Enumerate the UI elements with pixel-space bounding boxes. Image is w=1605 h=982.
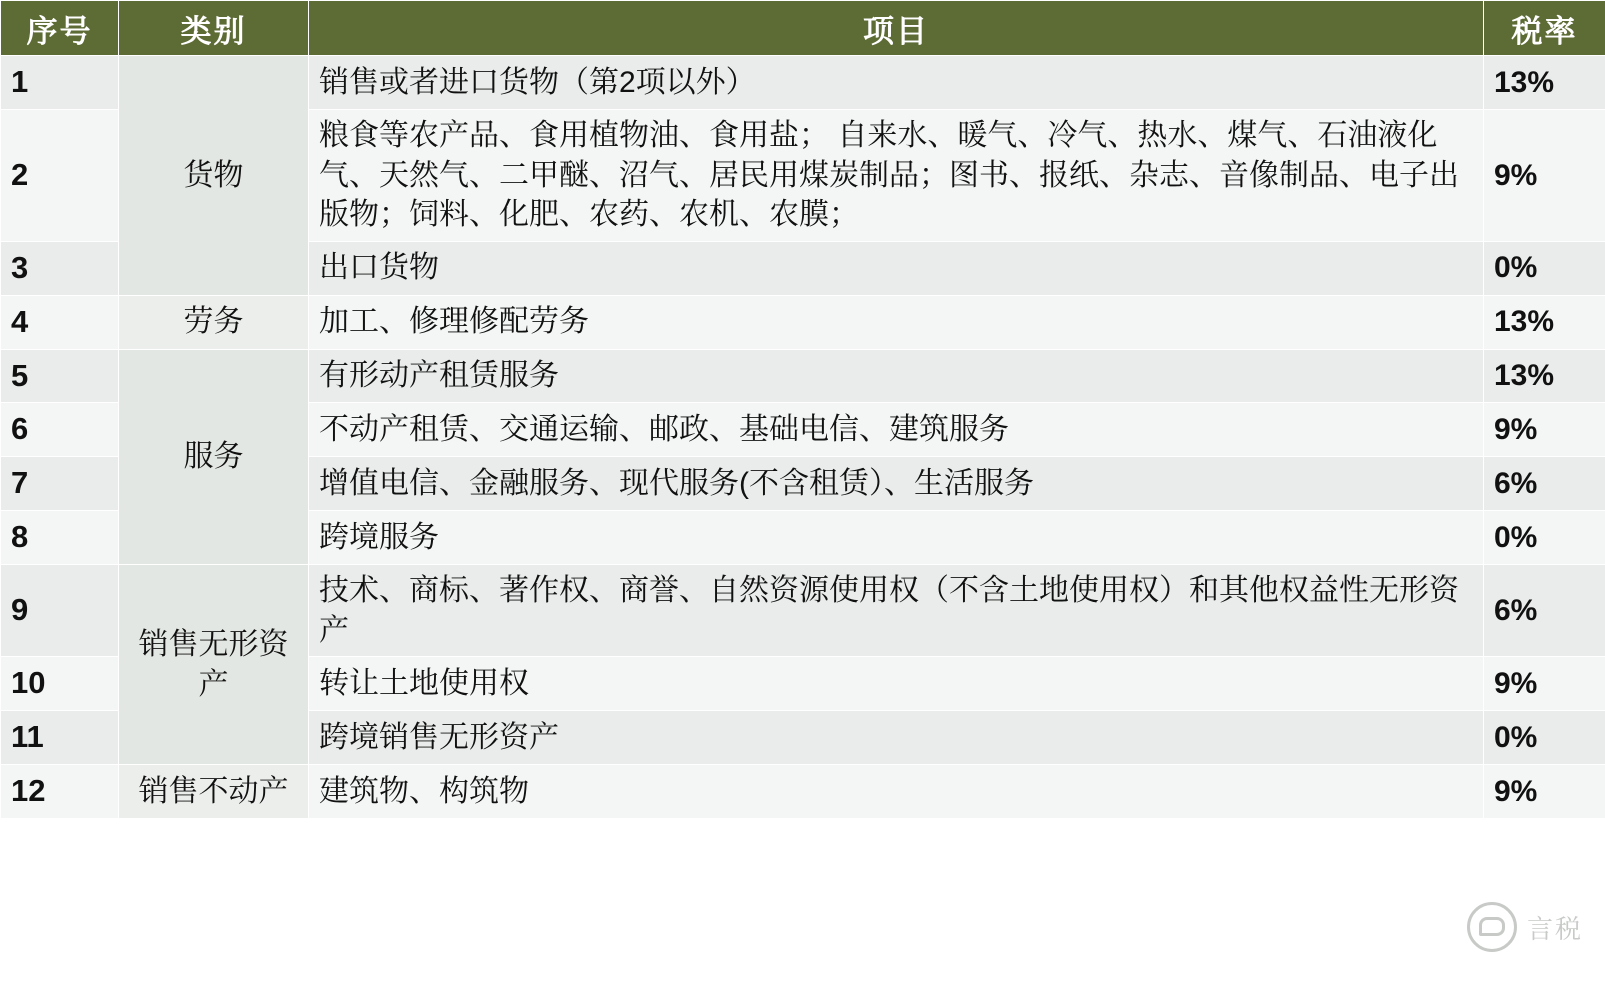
- table-row: [1, 349, 1605, 403]
- cell-item: 转让土地使用权: [309, 657, 1484, 711]
- table-row: [1, 295, 1605, 349]
- watermark-label: 言税: [1526, 913, 1583, 944]
- cell-seq: 6: [1, 403, 119, 457]
- header-row: [1, 1, 1605, 56]
- cell-seq: 8: [1, 511, 119, 565]
- cell-item: 加工、修理修配劳务: [309, 295, 1484, 349]
- header-cell-rate: 税率: [1484, 1, 1605, 56]
- table-body: [1, 56, 1605, 819]
- cell-category: 服务: [119, 349, 309, 565]
- header-cell-item: 项目: [309, 1, 1484, 56]
- cell-rate: 6%: [1484, 457, 1605, 511]
- cell-rate: 9%: [1484, 403, 1605, 457]
- cell-item: 有形动产租赁服务: [309, 349, 1484, 403]
- cell-rate: 0%: [1484, 511, 1605, 565]
- cell-category: 货物: [119, 56, 309, 296]
- header-cell-category: 类别: [119, 1, 309, 56]
- cell-item: 技术、商标、著作权、商誉、自然资源使用权（不含土地使用权）和其他权益性无形资产: [309, 565, 1484, 657]
- cell-rate: 0%: [1484, 711, 1605, 765]
- cell-category: 劳务: [119, 295, 309, 349]
- cell-category: 销售不动产: [119, 765, 309, 819]
- cell-item: 跨境销售无形资产: [309, 711, 1484, 765]
- cell-rate: 13%: [1484, 349, 1605, 403]
- cell-rate: 9%: [1484, 765, 1605, 819]
- cell-seq: 10: [1, 657, 119, 711]
- header-cell-seq: 序号: [1, 1, 119, 56]
- cell-seq: 5: [1, 349, 119, 403]
- table-row: [1, 765, 1605, 819]
- table-row: [1, 56, 1605, 110]
- table-row: [1, 565, 1605, 657]
- table-header: [1, 1, 1605, 56]
- cell-item: 跨境服务: [309, 511, 1484, 565]
- cell-seq: 12: [1, 765, 119, 819]
- cell-rate: 0%: [1484, 241, 1605, 295]
- cell-seq: 11: [1, 711, 119, 765]
- cell-item: 粮食等农产品、食用植物油、食用盐； 自来水、暖气、冷气、热水、煤气、石油液化气、天然气、二甲醚、沼气、居民用煤炭制品；图书、报纸、杂志、音像制品、电子出版物；饲料、化肥、农药、农机、农膜；: [309, 109, 1484, 241]
- cell-seq: 9: [1, 565, 119, 657]
- cell-seq: 1: [1, 56, 119, 110]
- cell-seq: 7: [1, 457, 119, 511]
- cell-rate: 9%: [1484, 657, 1605, 711]
- watermark: [1467, 902, 1583, 952]
- cell-item: 销售或者进口货物（第2项以外）: [309, 56, 1484, 110]
- cell-category: 销售无形资产: [119, 565, 309, 765]
- cell-seq: 3: [1, 241, 119, 295]
- cell-seq: 4: [1, 295, 119, 349]
- cell-item: 建筑物、构筑物: [309, 765, 1484, 819]
- cell-item: 增值电信、金融服务、现代服务(不含租赁）、生活服务: [309, 457, 1484, 511]
- cell-rate: 13%: [1484, 295, 1605, 349]
- cell-item: 出口货物: [309, 241, 1484, 295]
- cell-item: 不动产租赁、交通运输、邮政、基础电信、建筑服务: [309, 403, 1484, 457]
- cell-rate: 13%: [1484, 56, 1605, 110]
- cell-rate: 6%: [1484, 565, 1605, 657]
- cell-seq: 2: [1, 109, 119, 241]
- chat-bubble-icon: [1467, 902, 1517, 952]
- cell-rate: 9%: [1484, 109, 1605, 241]
